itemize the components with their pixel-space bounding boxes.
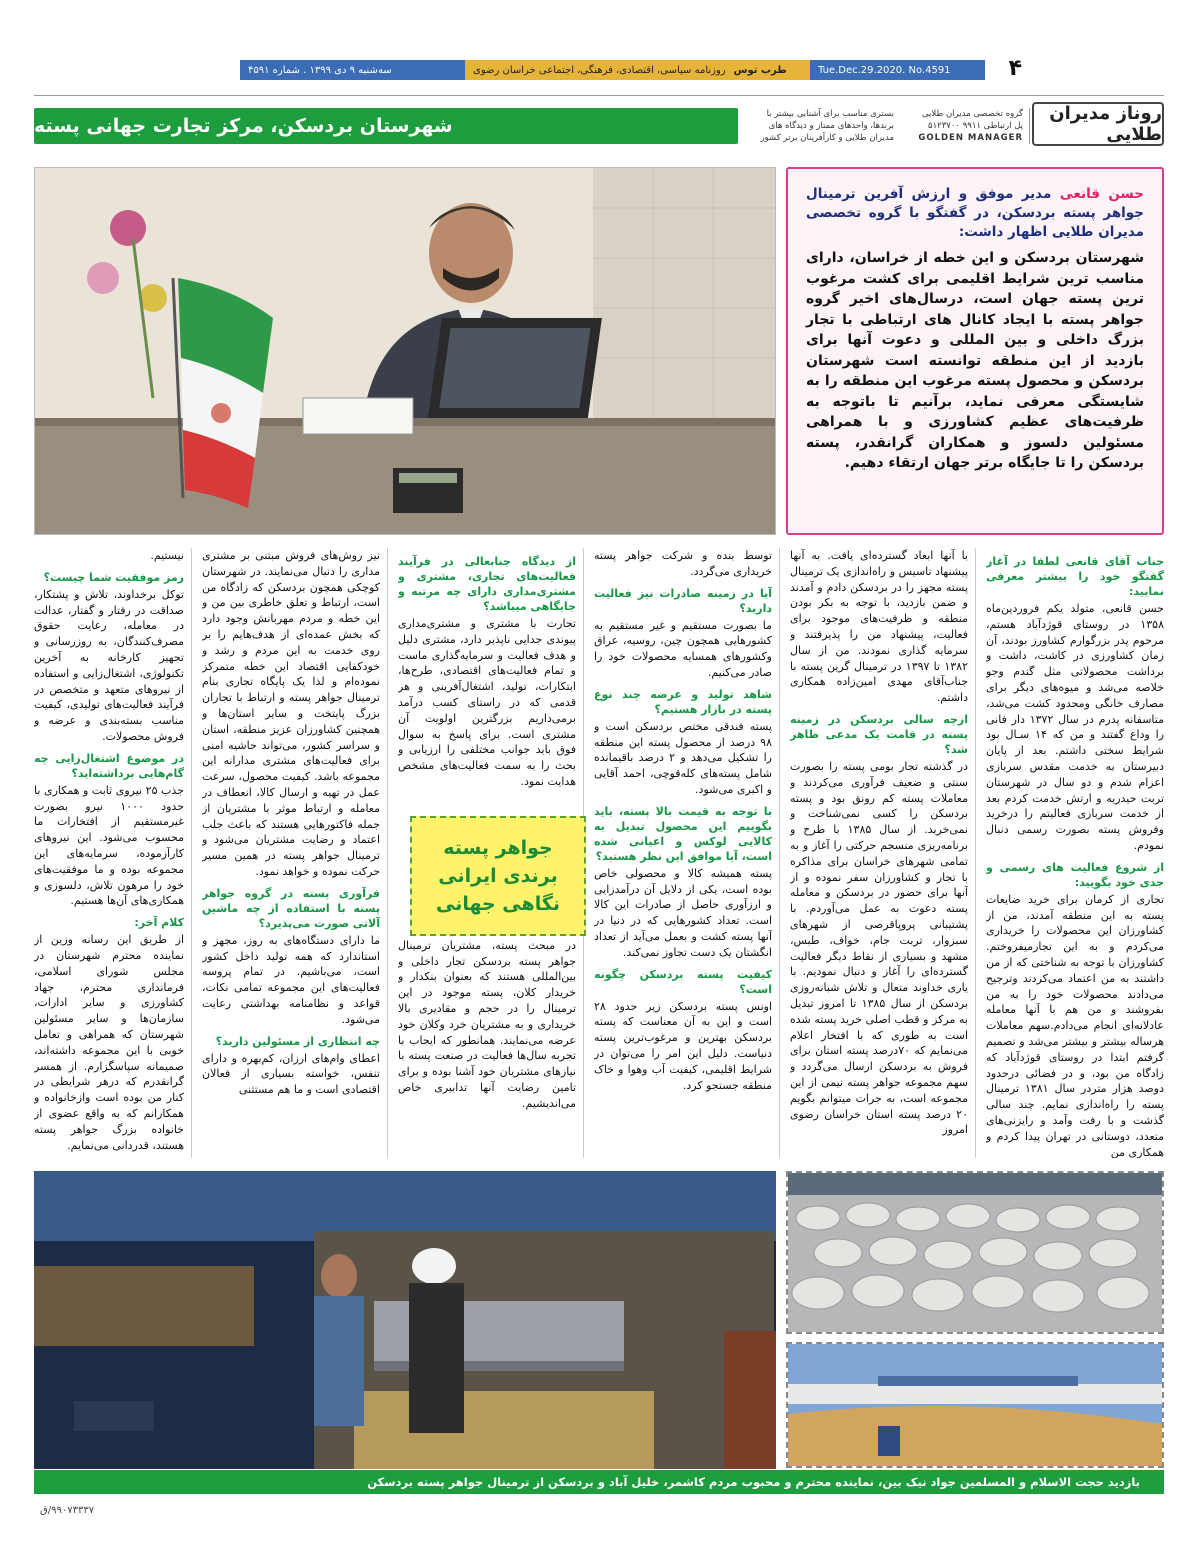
lead-body: شهرستان بردسکن و این خطه از خراسان، دارای مناسب ترین شرایط اقلیمی برای کشت مرغوب ترین پسته جهان است، درسال‌های اخیر گروه جواهر پسته با ایجاد کانال های ارتباطی با تجار بزرگ داخلی و بین المللی و دعوت آنها برای بازدید از این منطقه توانسته است شهرستان بردسکن و محصول پسته مرغوب این منطقه را به شایستگی معرفی نماید، برآنیم تا باتوجه به ظرفیت‌های عظیم کشاورزی و با همراهی مسئولین دلسوز و همکاران گرانقدر، پسته بردسکن را تا جایگاه برتر جهان ارتقاء دهیم. xyxy=(806,250,1144,471)
question: فرآوری پسته در گروه جواهر پسته با استفاده از چه ماشین آلاتی صورت می‌پذیرد؟ xyxy=(202,886,380,930)
question: آیا در زمینه صادرات نیز فعالیت دارید؟ xyxy=(594,586,772,615)
article-column-3 xyxy=(594,548,772,1158)
brand-desc-line: مدیران طلایی و کارآفرینان برتر کشور xyxy=(760,133,894,143)
question: کلام آخر: xyxy=(134,916,184,930)
question: در موضوع اشتغال‌زایی چه گام‌هایی برداشته‌اید؟ xyxy=(34,751,184,780)
pistachio-sacks-photo xyxy=(786,1171,1164,1334)
manager-name: حسن قانعی xyxy=(1059,186,1145,202)
question: شاهد تولید و عرضه چند نوع پسته در بازار هستیم؟ xyxy=(594,687,772,716)
factory-visit-photo xyxy=(34,1171,776,1469)
quote-line: نگاهی جهانی xyxy=(435,893,561,915)
article-columns xyxy=(34,548,1164,1158)
article-column-2 xyxy=(790,548,968,1158)
pistachio-sacks-illustration xyxy=(788,1173,1162,1332)
paper-name: طرب توس xyxy=(733,64,787,76)
brand-desc-line: برندها، واحدهای ممتاز و دیدگاه های xyxy=(768,121,894,131)
paper-description xyxy=(465,60,810,80)
question: از شروع فعالیت های رسمی و جدی خود بگویید: xyxy=(986,860,1164,889)
paragraph: تجارت با مشتری و مشتری‌مداری پیوندی جدایی ناپذیر دارد، مشتری دلیل و هدف فعالیت و سرمایه‌گذاری ماست و تمام فعالیت‌های اقتصادی، طرح‌ها، ابتکارات، تولید، اشتغال‌آفرینی و هر قدمی که در راستای کسب درآمد برمی‌داریم بزرگترین اولویت آن مشتری است. برای پاسخ به سوال فوق باید جوانب مختلفی را ارزیابی و بحث را به سمت فعالیت‌های مشخص هدایت نمود. xyxy=(398,617,576,788)
paper-desc: روزنامه سیاسی، اقتصادی، فرهنگی، اجتماعی خراسان رضوی xyxy=(473,64,726,76)
brand-desc-line: بستری مناسب برای آشنایی بیشتر با xyxy=(766,109,894,119)
paragraph: ما دارای دستگاه‌های به روز، مجهز و استاندارد که همه تولید داخل کشور است، می‌باشیم. در تمام پروسه فعالیت‌های این مجموعه تمامی نکات، قواعد و نظامنامه بهداشتی رعایت می‌شود. xyxy=(202,933,380,1026)
question: ازچه سالی بردسکن در زمینه پسته در قامت یک مدعی ظاهر شد؟ xyxy=(790,712,968,756)
paragraph: در گذشته تجار بومی پسته را بصورت سنتی و ضعیف فرآوری می‌کردند و معاملات پسته کم رونق بود و پسته بردسکن را کسی نمی‌شناخت و نمی‌خرید. از سال ۱۳۸۵ با طرح و برنامه‌ریزی منسجم حرکتی را آغاز و به تمامی شهرهای خراسان برای مذاکره با تجار و کشاورزان سفر نموده و از آنها برای حضور در بردسکن و معامله پسته دعوت به عمل می‌آوردم. با پشتیبانی پروپاقرصی از شهرهای سبزوار، تربت جام، خواف، طبس، مشهد و بسیاری از نقاط دیگر فعالیت گسترده‌ای را آغاز و دنبال نمودیم. با یاری خداوند متعال و تلاش شبانه‌روزی بردسکن از سال ۱۳۸۵ تا امروز تبدیل به مرکز و قطب اصلی خرید پسته شده است به طوری که با افتخار اعلام می‌نمایم که ۷۰درصد پسته استان برای فروش به بردسکن ارسال می‌گردد و سهم مجموعه جواهر پسته نیمی از این مجموعه است، به جرات میتوانم بگویم ۲۰ درصد پسته استان خراسان رضوی امروز xyxy=(790,759,968,1137)
brand-contact-line: GOLDEN MANAGER xyxy=(918,133,1023,143)
question: جناب آقای قانعی لطفا در آغاز گفتگو خود را بیشتر معرفی نمایید: xyxy=(986,555,1164,598)
paragraph: اعطای وام‌های ارزان، کم‌بهره و دارای تنفس، خواسته بسیاری از فعالان اقتصادی است و ما هم مستثنی xyxy=(202,1051,380,1097)
question: چه انتظاری از مسئولین دارید؟ xyxy=(215,1034,380,1048)
footer-code: ۹۹۰۷۳۳۳۷/ق xyxy=(40,1505,95,1516)
pull-quote xyxy=(410,816,586,936)
question: با توجه به قیمت بالا پسته، باید بگوییم این محصول تبدیل به کالایی لوکس و اعیانی شده است، آیا موافق این نظر هستید؟ xyxy=(594,804,772,863)
brand-contact-line: پل ارتباطی ۹۹۱۱ ۵۱۲۳۷۰۰ xyxy=(928,121,1023,131)
newspaper-header-bar xyxy=(240,60,985,80)
paragraph: پسته همیشه کالا و محصولی خاص بوده است، یکی از دلایل آن درآمدزایی و ارزآوری حاصل از صادرات این کالا است. تعداد کشورهایی که در دنیا در آنها پسته کشت و بعمل می‌آید از تعداد انگشتان یک دست تجاوز نمی‌کند. xyxy=(594,866,772,959)
lead-intro xyxy=(806,185,1144,242)
paragraph: در مبحث پسته، مشتریان ترمینال جواهر پسته بردسکن تجار داخلی و بین‌المللی هستند که بعنوان بنکدار و خریدار کلان، پسته موجود در این ترمینال را در حجم و مقادیری بالا خریداری و به مشتریان خرد وکلان خود عرضه می‌نمایند. همانطور که ایجاب با تجربه سال‌ها فعالیت در صنعت پسته با نیازهای مشتریان خود آشنا بوده و برای تامین رضایت آنها تدابیری خاص می‌اندیشیم. xyxy=(398,938,576,1110)
page-number: ۴ xyxy=(1008,56,1022,81)
paragraph: توکل برخداوند، تلاش و پشتکار، صداقت در رفتار و گفتار، عدالت در معامله، رعایت حقوق مصرف‌کنندگان، به روزرسانی و تجهیز کارخانه به آخرین تکنولوژی، اشتغال‌زایی و استفاده از نیروهای متعهد و متخصص در فرآیند فعالیت‌های تولیدی، کیفیت مناسب بسته‌بندی و عرضه و فروش محصولات. xyxy=(34,587,184,743)
paragraph: تجاری از کرمان برای خرید ضایعات پسته به این منطقه آمدند، من از کشاورزان این محصولات را خریداری می‌کردم و به این تجارمیفروختم. کشاورزان با توجه به شناختی که از من داشتند به من اعتماد می‌کردند وترجیح می‌دادند محصولات خود را به من بفروشند و من هم با آنها معامله عادلانه‌ای انجام می‌دادم.سهم معاملات هرساله بیشتر و بیشتر می‌شد و تصمیم گرفتم ابتدا در روستای قوژدآباد که زادگاه من بود، و در فضائی درحدود دوصد هزار متردر سال ۱۳۸۱ ترمینال پسته را راه‌اندازی نمایم. چند سالی گذشت و با رفت وآمد و رایزنی‌های متعدد، دوستانی در تهران پیدا کردم و همکاری من xyxy=(986,892,1164,1158)
paragraph: نیستیم. xyxy=(150,549,184,562)
photo-caption: بازدید حجت الاسلام و المسلمین جواد نیک بین، نماینده محترم و محبوب مردم کاشمر، خلیل آباد و بردسکن از ترمینال جواهر پسته بردسکن xyxy=(34,1470,1164,1494)
pistachio-pile-illustration xyxy=(788,1344,1162,1466)
pistachio-pile-photo xyxy=(786,1342,1164,1468)
factory-visit-illustration xyxy=(34,1171,776,1469)
issue-date-fa: سه‌شنبه ۹ دی ۱۳۹۹ . شماره ۴۵۹۱ xyxy=(240,60,465,80)
paragraph: پسته فندقی مختص بردسکن است و ۹۸ درصد از محصول پسته این منطقه را تشکیل می‌دهد و ۲ درصد باقیمانده شامل پسته‌های کله‌قوچی، احمد آقایی و اکبری می‌شود. xyxy=(594,719,772,796)
manager-office-illustration xyxy=(34,168,775,535)
lead-intro-text: مدیر موفق و ارزش آفرین ترمینال جواهر پسته بردسکن، در گفتگو با گروه تخصصی مدیران طلایی اظهار داشت: xyxy=(806,186,1144,240)
column-divider xyxy=(779,548,780,1158)
paragraph: ما بصورت مستقیم و غیر مستقیم به کشورهایی همچون چین، روسیه، عراق وکشورهای همسایه محصولات خود را صادر می‌کنیم. xyxy=(594,618,772,679)
paragraph: با آنها ابعاد گسترده‌ای یافت. به آنها پیشنهاد تاسیس و راه‌اندازی یک ترمینال پسته مجهز را در بردسکن دادم و آمدند و ضمن بازدید، با توجه به بکر بودن منطقه و ظرفیت‌های موجود برای فعالیت، پیشنهاد من را پذیرفتند و سرمایه گذاری نمودند. من از سال ۱۳۸۲ تا ۱۳۹۷ در ترمینال گرین پسته با جناب‌آقای مهدی امین‌زاده همکاری داشتم. xyxy=(790,549,968,705)
question: از دیدگاه جنابعالی در فرآیند فعالیت‌های تجاری، مشتری و مشتری‌مداری دارای چه مرتبه و جایگاهی میباشد؟ xyxy=(398,555,576,613)
column-divider xyxy=(191,548,192,1158)
paragraph: اونس پسته بردسکن زیر حدود ۲۸ است و این به آن معناست که پسته بردسکن بهترین و مرغوب‌ترین پسته دنیاست. دلیل این امر را می‌توان در شرایط اقلیمی، کیفیت آب وهوا و خاک منطقه جستجو کرد. xyxy=(594,999,772,1092)
paragraph: جذب ۲۵ نیروی ثابت و همکاری با حدود ۱۰۰۰ نیرو بصورت غیرمستقیم از افتخارات ما محسوب می‌شود. این نیروهای کارآزموده، سرمایه‌های این مجموعه بوده و ما موفقیت‌های خود را مرهون تلاش، دلسوزی و همکاری‌های آن‌ها هستیم. xyxy=(34,783,184,908)
column-divider xyxy=(387,548,388,1158)
question: کیفیت پسته بردسکن چگونه است؟ xyxy=(594,967,772,996)
brand-contact xyxy=(900,108,1030,144)
brand-logo: روناز مدیران طلایی xyxy=(1032,102,1164,146)
column-divider xyxy=(975,548,976,1158)
paragraph: حسن قانعی، متولد یکم فروردین‌ماه ۱۳۵۸ در روستای قوژدآباد هستم، مرحوم پدر بزرگوارم کشاورز بودند، آن زمان کشاورزی در کاشت، داشت و برداشت محصولاتی مثل گندم وجو خلاصه می‌شد و میوه‌های دیگر برای مصارف خانگی ومحدود کشت می‌شد، متاسفانه پدرم در سال ۱۳۷۲ دار فانی را وداع گفتند و من که ۱۴ سـال بود شرایط سختی داشتم. بعد از پایان دبیرستان به خدمت مقدس سربازی اعزام شدم و دو سال در شهرستان تربت حیدریه و ارتش خدمت کردم بعد از خدمت سربازی فعالیتم را درخرید وفروش پسته بصورت رسمی دنبال نمودم. xyxy=(986,602,1164,852)
question: رمز موفقیت شما چیست؟ xyxy=(43,570,184,584)
article-title: شهرستان بردسکن، مرکز تجارت جهانی پسته xyxy=(34,108,738,144)
quote-line: جواهر پسته xyxy=(443,837,553,859)
quote-line: برندی ایرانی xyxy=(438,865,558,887)
lead-box xyxy=(786,167,1164,535)
brand-description xyxy=(744,108,894,144)
article-column-5 xyxy=(202,548,380,1158)
paragraph: توسط بنده و شرکت جواهر پسته خریداری می‌گردد. xyxy=(594,549,772,578)
article-column-1 xyxy=(986,548,1164,1158)
brand-contact-line: گروه تخصصی مدیران طلایی xyxy=(921,109,1023,119)
article-column-6 xyxy=(34,548,184,1158)
paragraph: از طریق این رسانه وزین از نماینده محترم شهرستان در مجلس شورای اسلامی، فرمانداری محترم، جهاد کشاورزی و سایر ادارات، سازمان‌ها و سایر مسئولین شهرستان که همراهی و تعامل خوبی با این مجموعه داشته‌اند، صمیمانه سپاسگزارم. از همسر گرانقدرم که درهر شرایطی در کنار من بوده است وازخانواده و همکارانم که به واقع عضوی از خانواده بزرگ جواهر پسته هستند، قدردانی می‌نمایم. xyxy=(34,933,184,1152)
issue-date-en: Tue.Dec.29.2020. No.4591 xyxy=(810,60,985,80)
brand-row xyxy=(34,102,1164,148)
top-divider xyxy=(34,95,1164,96)
paragraph: نیز روش‌های فروش مبتنی بر مشتری مداری را دنبال می‌نمایند. در شهرستان کوچکی همچون بردسکن که زادگاه من است، ارتباط و تعلق خاطری بین من و این خطه و مردم مهربانش وجود دارد که بخش عمده‌ای از هدف‌هایم را بر روی خدمت به این مردم و رشد و خودکفایی اقتصاد این خطه متمرکز نموده‌ام و لذا یک پایگاه تجاری بنام ترمینال جواهر پسته و ارتباط با تجاران بزرگ پایتخت و سایر استان‌ها و همچنین کشاورزان عزیز منطقه، استان و سراسر کشور، می‌تواند حاشیه امنی برای فعالیت‌های مشتری مدارانه این مجموعه باشد. کیفیت محصول، سرعت عمل در تهیه و ارسال کالا، انعطاف در معامله و ارتباط موثر با مشتریان از جمله فاکتورهایی هستند که باعث جلب اعتماد و رضایت مشتریان می‌شود و ترمینال جواهر پسته در همین مسیر حرکت نموده و خواهد نمود. xyxy=(202,549,380,878)
manager-photo xyxy=(34,167,776,535)
